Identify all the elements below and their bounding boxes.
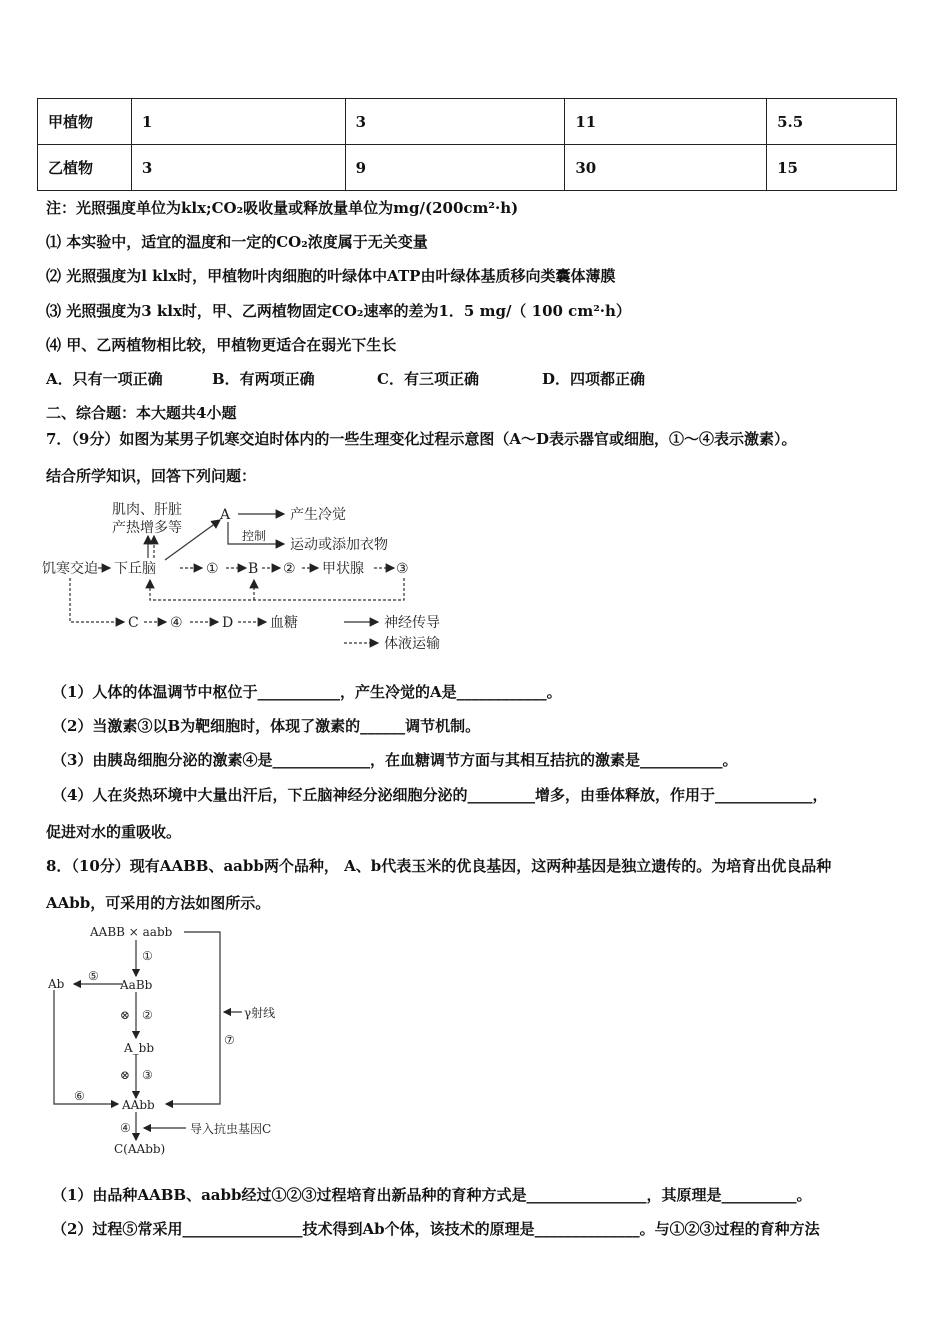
label-step-2: ② [142, 1008, 153, 1022]
label-cross: AABB × aabb [90, 925, 173, 939]
statement-2: ⑵ 光照强度为l klx时，甲植物叶肉细胞的叶绿体中ATP由叶绿体基质移向类囊体薄膜 [46, 267, 616, 285]
table-cell: 3 [131, 145, 345, 191]
table-cell: 甲植物 [38, 99, 132, 145]
option-a: A．只有一项正确 [46, 370, 163, 388]
label-a-bb: A_bb [124, 1041, 155, 1055]
arrow-step-7 [166, 932, 220, 1104]
label-thyroid: 甲状腺 [322, 561, 364, 577]
breeding-diagram [44, 922, 304, 1158]
table-cell: 5.5 [767, 99, 897, 145]
legend-nerve: 神经传导 [384, 615, 440, 631]
label-hypothalamus: 下丘脑 [114, 561, 156, 577]
label-control: 控制 [242, 529, 267, 543]
self-cross-icon: ⊗ [120, 1068, 131, 1082]
photosynthesis-table [37, 98, 897, 191]
arrow-step-6 [54, 990, 118, 1104]
section-heading: 二、综合题：本大题共4小题 [46, 404, 237, 422]
table-cell: 30 [565, 145, 767, 191]
label-d: D [222, 615, 234, 631]
q7-part-3: （3）由胰岛细胞分泌的激素④是_____________，在血糖调节方面与其相互拮抗的激素是___________。 [52, 751, 738, 769]
statement-3: ⑶ 光照强度为3 klx时，甲、乙两植物固定CO₂速率的差为1．5 mg/（ 100 cm²·h） [46, 302, 631, 320]
label-hormone-3: ③ [396, 561, 409, 577]
label-step-6: ⑥ [74, 1089, 85, 1103]
legend-fluid: 体液运输 [384, 636, 440, 652]
arrow-dashed [70, 578, 124, 622]
label-start: 饥寒交迫 [42, 561, 98, 577]
q7-part-1: （1）人体的体温调节中枢位于___________，产生冷觉的A是____________。 [52, 683, 562, 701]
statement-1: ⑴ 本实验中，适宜的温度和一定的CO₂浓度属于无关变量 [46, 233, 428, 251]
table-row [38, 99, 897, 145]
label-aabb-end: AAbb [122, 1098, 155, 1112]
option-b: B．有两项正确 [212, 370, 315, 388]
self-cross-icon: ⊗ [120, 1008, 131, 1022]
q7-stem-cont: 结合所学知识，回答下列问题： [46, 467, 257, 485]
option-c: C．有三项正确 [377, 370, 479, 388]
table-cell: 9 [345, 145, 565, 191]
label-blood-sugar: 血糖 [270, 615, 298, 631]
q7-part-4-cont: 促进对水的重吸收。 [46, 823, 182, 841]
label-step-4: ④ [120, 1121, 131, 1135]
q8-part-1: （1）由品种AABB、aabb经过①②③过程培育出新品种的育种方式是________________，其原理是__________。 [52, 1186, 812, 1204]
table-cell: 乙植物 [38, 145, 132, 191]
label-cold: 产生冷觉 [290, 507, 346, 523]
label-gene: 导入抗虫基因C [190, 1122, 272, 1136]
table-row [38, 145, 897, 191]
label-clothes: 运动或添加衣物 [290, 537, 388, 553]
label-final: C(AAbb) [114, 1142, 166, 1156]
table-cell: 3 [345, 99, 565, 145]
label-hormone-1: ① [206, 561, 219, 577]
q8-part-2: （2）过程⑤常采用________________技术得到Ab个体，该技术的原理是______________。与①②③过程的育种方法 [52, 1220, 820, 1238]
arrow-dashed [150, 578, 404, 600]
table-note: 注：光照强度单位为klx;CO₂吸收量或释放量单位为mg/(200cm²·h) [46, 199, 519, 217]
label-b: B [248, 561, 259, 577]
table-cell: 1 [131, 99, 345, 145]
option-d: D．四项都正确 [542, 370, 646, 388]
label-c: C [128, 615, 139, 631]
q7-part-4: （4）人在炎热环境中大量出汗后，下丘脑神经分泌细胞分泌的_________增多，由垂体释放，作用于_____________， [52, 786, 828, 804]
label-gamma: γ射线 [244, 1006, 276, 1020]
label-ab: Ab [48, 977, 65, 991]
label-hormone-2: ② [283, 561, 296, 577]
label-step-5: ⑤ [88, 969, 99, 983]
table-cell: 11 [565, 99, 767, 145]
q7-part-2: （2）当激素③以B为靶细胞时，体现了激素的______调节机制。 [52, 717, 481, 735]
label-step-7: ⑦ [224, 1033, 235, 1047]
statement-4: ⑷ 甲、乙两植物相比较，甲植物更适合在弱光下生长 [46, 336, 397, 354]
table-cell: 15 [767, 145, 897, 191]
q8-stem: 8．（10分）现有AABB、aabb两个品种， A、b代表玉米的优良基因，这两种基因是独立遗传的。为培育出优良品种 [46, 857, 832, 875]
label-hormone-4: ④ [170, 615, 183, 631]
label-step-3: ③ [142, 1068, 153, 1082]
label-a: A [220, 507, 231, 523]
q7-stem: 7．（9分）如图为某男子饥寒交迫时体内的一些生理变化过程示意图（A～D表示器官或细胞，①～④表示激素）。 [46, 430, 797, 448]
q8-stem-cont: AAbb，可采用的方法如图所示。 [46, 894, 271, 912]
label-muscle: 肌肉、肝脏 [112, 502, 182, 518]
label-step-1: ① [142, 949, 153, 963]
label-heat: 产热增多等 [112, 520, 182, 536]
thermoregulation-diagram [40, 496, 460, 658]
label-aabb-mid: AaBb [120, 978, 153, 992]
